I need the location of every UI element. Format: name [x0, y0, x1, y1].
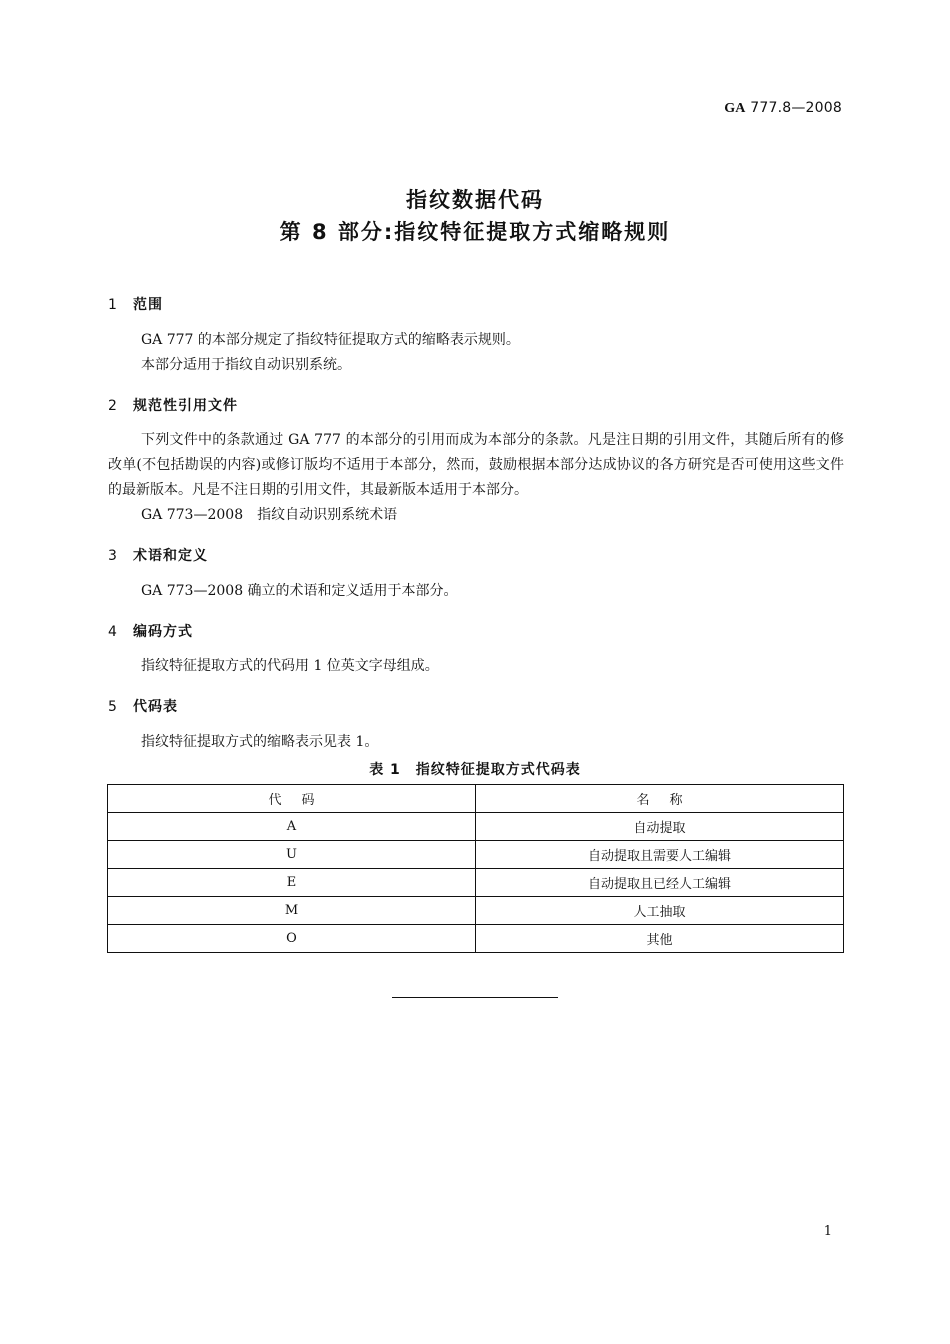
section-3-heading: [108, 545, 208, 565]
name-cell: 其他: [476, 925, 844, 953]
section-1-heading: [108, 294, 163, 314]
name-cell: 自动提取且需要人工编辑: [476, 841, 844, 869]
code-cell: M: [108, 897, 476, 925]
code-cell: A: [108, 813, 476, 841]
section-number: 4: [108, 624, 118, 640]
standard-prefix: GA: [724, 101, 746, 116]
table-row: [108, 925, 844, 953]
paragraph: GA 773—2008 确立的术语和定义适用于本部分。: [141, 583, 458, 599]
section-number: 3: [108, 548, 118, 564]
table-row: [108, 813, 844, 841]
section-title: 范围: [133, 297, 163, 313]
table-header-row: [108, 785, 844, 813]
section-2-heading: [108, 395, 238, 415]
section-title: 编码方式: [133, 624, 193, 640]
paragraph: 指纹特征提取方式的代码用 1 位英文字母组成。: [141, 658, 439, 674]
name-cell: 自动提取: [476, 813, 844, 841]
section-number: 5: [108, 699, 118, 715]
section-title: 规范性引用文件: [133, 398, 238, 414]
standard-number: 777.8—2008: [750, 100, 842, 116]
page-number: 1: [823, 1224, 832, 1239]
section-4-heading: [108, 621, 193, 641]
table-row: [108, 897, 844, 925]
standard-code: [724, 100, 842, 117]
name-cell: 自动提取且已经人工编辑: [476, 869, 844, 897]
code-cell: E: [108, 869, 476, 897]
document-title: 指纹数据代码: [406, 188, 544, 212]
name-cell: 人工抽取: [476, 897, 844, 925]
code-table: [107, 784, 844, 953]
section-number: 1: [108, 297, 118, 313]
paragraph: 指纹特征提取方式的缩略表示见表 1。: [141, 734, 379, 750]
column-header-code: 代码: [108, 785, 476, 813]
section-title: 术语和定义: [133, 548, 208, 564]
normative-reference: GA 773—2008 指纹自动识别系统术语: [141, 507, 398, 523]
end-divider: [392, 997, 558, 998]
table-row: [108, 869, 844, 897]
table-row: [108, 841, 844, 869]
document-subtitle: 第 8 部分:指纹特征提取方式缩略规则: [279, 220, 671, 244]
code-cell: U: [108, 841, 476, 869]
paragraph: 下列文件中的条款通过 GA 777 的本部分的引用而成为本部分的条款。凡是注日期的引用文件，其随后所有的修改单(不包括勘误的内容)或修订版均不适用于本部分，然而，鼓励根据本部分达成协议的各方研究是否可使用这些文件的最新版本。凡是不注日期的引用文件，其最新版本适用于本部分。: [108, 432, 844, 498]
section-title: 代码表: [133, 699, 178, 715]
column-header-name: 名称: [476, 785, 844, 813]
table-caption: 表 1 指纹特征提取方式代码表: [369, 762, 581, 778]
code-cell: O: [108, 925, 476, 953]
section-5-heading: [108, 696, 178, 716]
section-number: 2: [108, 398, 118, 414]
paragraph: GA 777 的本部分规定了指纹特征提取方式的缩略表示规则。: [141, 332, 520, 348]
paragraph: 本部分适用于指纹自动识别系统。: [141, 357, 351, 373]
